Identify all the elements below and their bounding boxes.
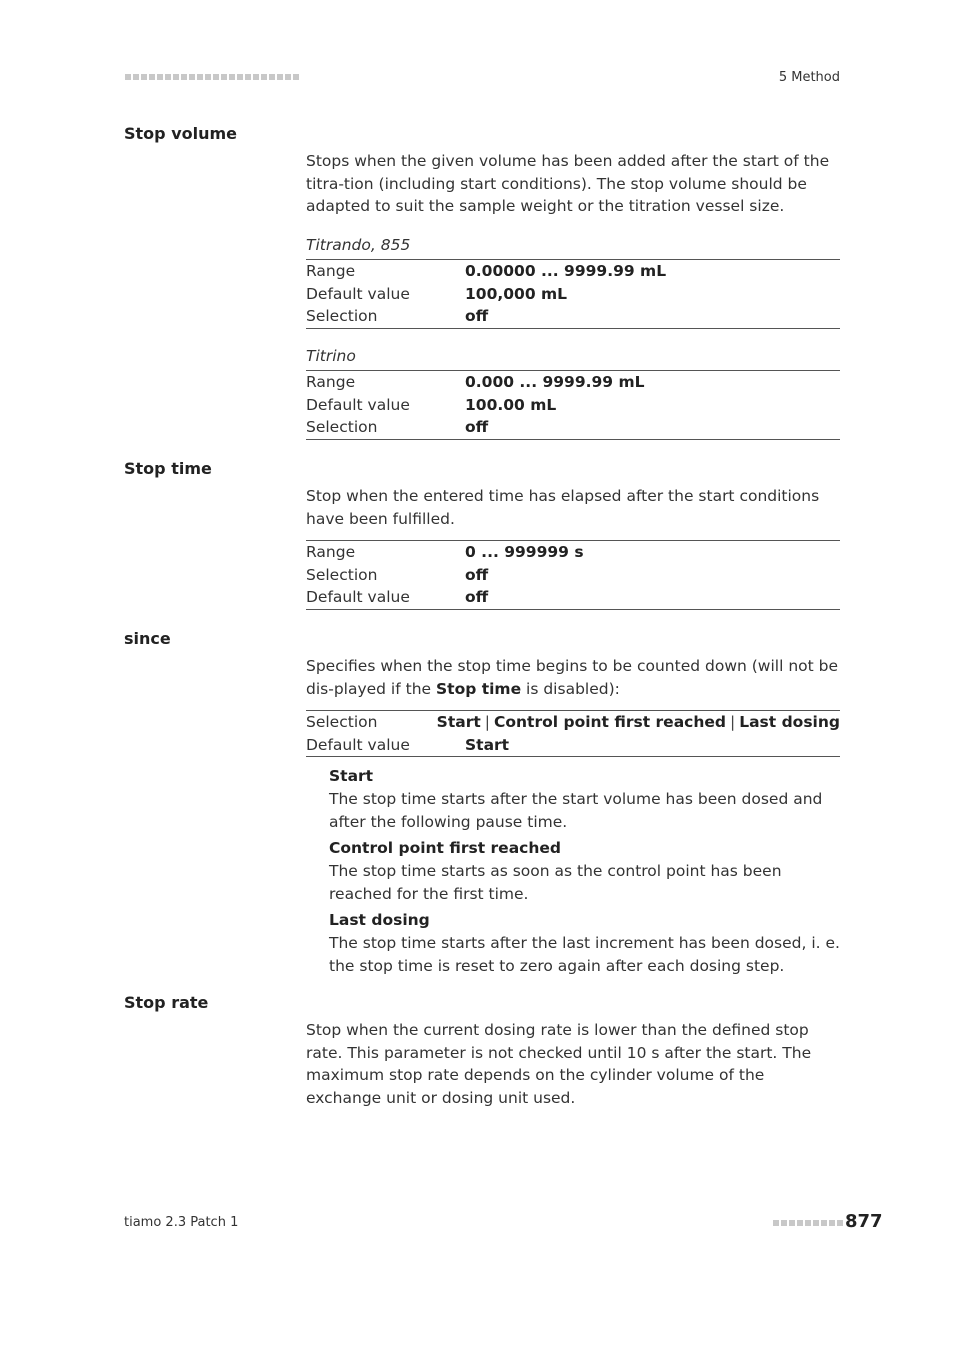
since-description-text-end: is disabled): (521, 679, 620, 698)
param-table-titrando (306, 259, 840, 329)
table-caption-titrino: Titrino (306, 347, 356, 365)
since-description-bold: Stop time (436, 679, 522, 698)
stop-rate-description: Stop when the current dosing rate is lower than the defined stop rate. This parameter is not checked until 10 s after the start. The maximum stop rate depends on the cylinder volume of the exchange unit or dosing unit used. (306, 1021, 812, 1107)
table-row (306, 260, 840, 283)
header-decoration (125, 74, 301, 80)
table-row (306, 586, 840, 609)
param-key: Range (306, 262, 356, 280)
table-row (306, 564, 840, 587)
table-row (306, 394, 840, 417)
table-row (306, 711, 840, 734)
param-key: Range (306, 543, 356, 561)
param-value: off (465, 565, 489, 584)
param-key: Selection (306, 565, 378, 584)
stop-time-description: Stop when the entered time has elapsed after the start conditions have been fulfilled. (306, 487, 820, 528)
param-key: Default value (306, 588, 410, 606)
option-control-point: Control point first reached (494, 713, 726, 731)
param-value: off (465, 418, 489, 436)
stop-volume-description: Stops when the given volume has been added after the start of the titra-tion (including start conditions). The stop volume should be adapted to suit the sample weight or the titration vessel size. (306, 152, 830, 215)
param-key: Default value (306, 395, 410, 414)
param-key: Default value (306, 284, 410, 303)
footer-decoration (773, 1220, 845, 1226)
option-text-control-point: The stop time starts as soon as the control point has been reached for the first time. (329, 862, 782, 903)
table-row (306, 371, 840, 394)
page-number: 877 (845, 1211, 883, 1232)
param-value: 100,000 mL (465, 284, 568, 303)
table-row (306, 305, 840, 328)
param-value: off (465, 588, 489, 606)
param-value: 0.000 ... 9999.99 mL (465, 373, 645, 391)
section-title-stop-volume: Stop volume (124, 124, 238, 143)
param-key: Selection (306, 307, 378, 325)
table-row (306, 734, 840, 757)
section-title-stop-rate: Stop rate (124, 993, 209, 1012)
param-value: 0.00000 ... 9999.99 mL (465, 262, 667, 280)
param-value: 0 ... 999999 s (465, 543, 584, 561)
option-title-last-dosing: Last dosing (329, 911, 430, 929)
param-value: off (465, 307, 489, 325)
section-title-since: since (124, 629, 171, 648)
option-last-dosing: Last dosing (739, 713, 840, 731)
since-description-text: Specifies when the stop time begins to be counted down (will not be dis-played if the (306, 657, 839, 698)
table-row (306, 283, 840, 306)
param-table-stop-time (306, 540, 840, 610)
chapter-title: 5 Method (778, 70, 840, 85)
option-text-last-dosing: The stop time starts after the last increment has been dosed, i. e. the stop time is reset to zero again after each dosing step. (329, 934, 840, 975)
option-separator: | (484, 713, 490, 731)
table-row (306, 541, 840, 564)
param-key: Selection (306, 418, 378, 436)
param-value: 100.00 mL (465, 395, 557, 414)
param-table-since (306, 710, 840, 757)
param-key: Range (306, 373, 356, 391)
param-value: Start (465, 735, 510, 754)
table-caption-titrando: Titrando, 855 (306, 236, 411, 254)
param-key: Selection (306, 713, 378, 731)
table-row (306, 416, 840, 439)
option-title-control-point: Control point first reached (329, 839, 561, 857)
option-title-start: Start (329, 767, 374, 785)
footer-product: tiamo 2.3 Patch 1 (124, 1215, 239, 1230)
option-separator: | (729, 713, 736, 731)
since-description (306, 655, 840, 700)
param-value-options (437, 711, 840, 734)
section-title-stop-time: Stop time (124, 459, 212, 478)
option-start: Start (436, 713, 481, 731)
option-text-start: The stop time starts after the start volume has been dosed and after the following pause time. (329, 790, 823, 831)
param-key: Default value (306, 735, 410, 754)
param-table-titrino (306, 370, 840, 440)
